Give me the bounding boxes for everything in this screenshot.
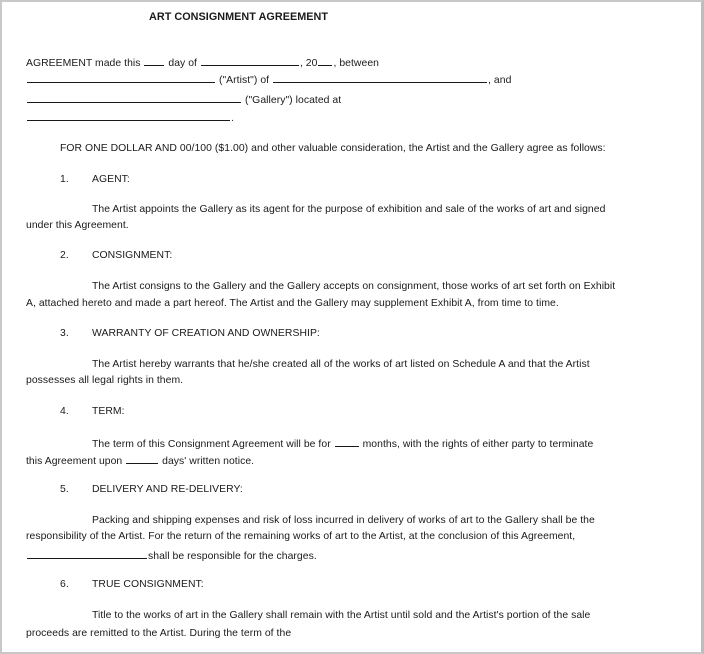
preamble-text: day of xyxy=(168,58,197,69)
section-number: 4. xyxy=(60,406,69,417)
preamble-text: ("Gallery") located at xyxy=(244,95,342,106)
gallery-name-blank[interactable] xyxy=(27,92,241,103)
preamble-text: AGREEMENT made this xyxy=(26,58,141,69)
section-heading: AGENT: xyxy=(92,174,130,185)
section-text: months, with the rights of either party to terminate xyxy=(362,439,594,450)
section-number: 6. xyxy=(60,579,69,590)
section-text-line xyxy=(26,453,254,469)
section-heading: WARRANTY OF CREATION AND OWNERSHIP: xyxy=(92,328,320,339)
document-title: ART CONSIGNMENT AGREEMENT xyxy=(149,11,328,23)
section-text: The term of this Consignment Agreement will be for xyxy=(92,439,331,450)
section-text-line xyxy=(26,548,317,564)
section-number: 1. xyxy=(60,174,69,185)
section-heading: DELIVERY AND RE-DELIVERY: xyxy=(92,484,243,495)
section-number: 5. xyxy=(60,484,69,495)
preamble-text: , and xyxy=(488,75,512,86)
preamble-text: , 20 xyxy=(299,58,318,69)
section-text: under this Agreement. xyxy=(26,220,129,231)
section-text: proceeds are remitted to the Artist. During the term of the xyxy=(26,628,292,639)
preamble-line-4 xyxy=(26,110,234,126)
artist-address-blank[interactable] xyxy=(273,72,487,83)
preamble-line-2 xyxy=(26,72,511,88)
month-blank[interactable] xyxy=(201,55,299,66)
section-heading: TRUE CONSIGNMENT: xyxy=(92,579,204,590)
section-text: days' written notice. xyxy=(162,456,255,467)
section-text: A, attached hereto and made a part hereof. The Artist and the Gallery may supplement Exhibit A, from time to time. xyxy=(26,298,559,309)
preamble-line-3 xyxy=(26,92,341,108)
section-text: Title to the works of art in the Gallery shall remain with the Artist until sold and the Artist's portion of the sale xyxy=(92,610,591,621)
section-heading: CONSIGNMENT: xyxy=(92,250,173,261)
preamble-text: . xyxy=(231,113,234,124)
intro-paragraph: FOR ONE DOLLAR AND 00/100 ($1.00) and other valuable consideration, the Artist and the Gallery agree as follows: xyxy=(60,143,606,154)
preamble-line-1 xyxy=(26,55,379,71)
year-blank[interactable] xyxy=(318,55,332,66)
gallery-address-blank[interactable] xyxy=(27,110,230,121)
section-heading: TERM: xyxy=(92,406,125,417)
section-text: The Artist consigns to the Gallery and the Gallery accepts on consignment, those works of art set forth on Exhibit xyxy=(92,281,616,292)
section-number: 2. xyxy=(60,250,69,261)
preamble-text: ("Artist") of xyxy=(218,75,270,86)
notice-days-blank[interactable] xyxy=(126,453,158,464)
months-blank[interactable] xyxy=(335,436,359,447)
section-text: responsibility of the Artist. For the return of the remaining works of art to the Artist, at the conclusion of this Agreement, xyxy=(26,531,576,542)
section-text: The Artist hereby warrants that he/she created all of the works of art listed on Schedule A and that the Artist xyxy=(92,359,590,370)
section-text: shall be responsible for the charges. xyxy=(148,551,317,562)
section-text: The Artist appoints the Gallery as its agent for the purpose of exhibition and sale of the works of art and signed xyxy=(92,204,606,215)
charges-party-blank[interactable] xyxy=(27,548,147,559)
section-text: possesses all legal rights in them. xyxy=(26,375,184,386)
section-text: Packing and shipping expenses and risk of loss incurred in delivery of works of art to the Gallery shall be the xyxy=(92,515,595,526)
artist-name-blank[interactable] xyxy=(27,72,215,83)
section-text-line xyxy=(92,436,593,452)
section-text: this Agreement upon xyxy=(26,456,123,467)
preamble-text: , between xyxy=(333,58,379,69)
section-number: 3. xyxy=(60,328,69,339)
day-blank[interactable] xyxy=(144,55,164,66)
